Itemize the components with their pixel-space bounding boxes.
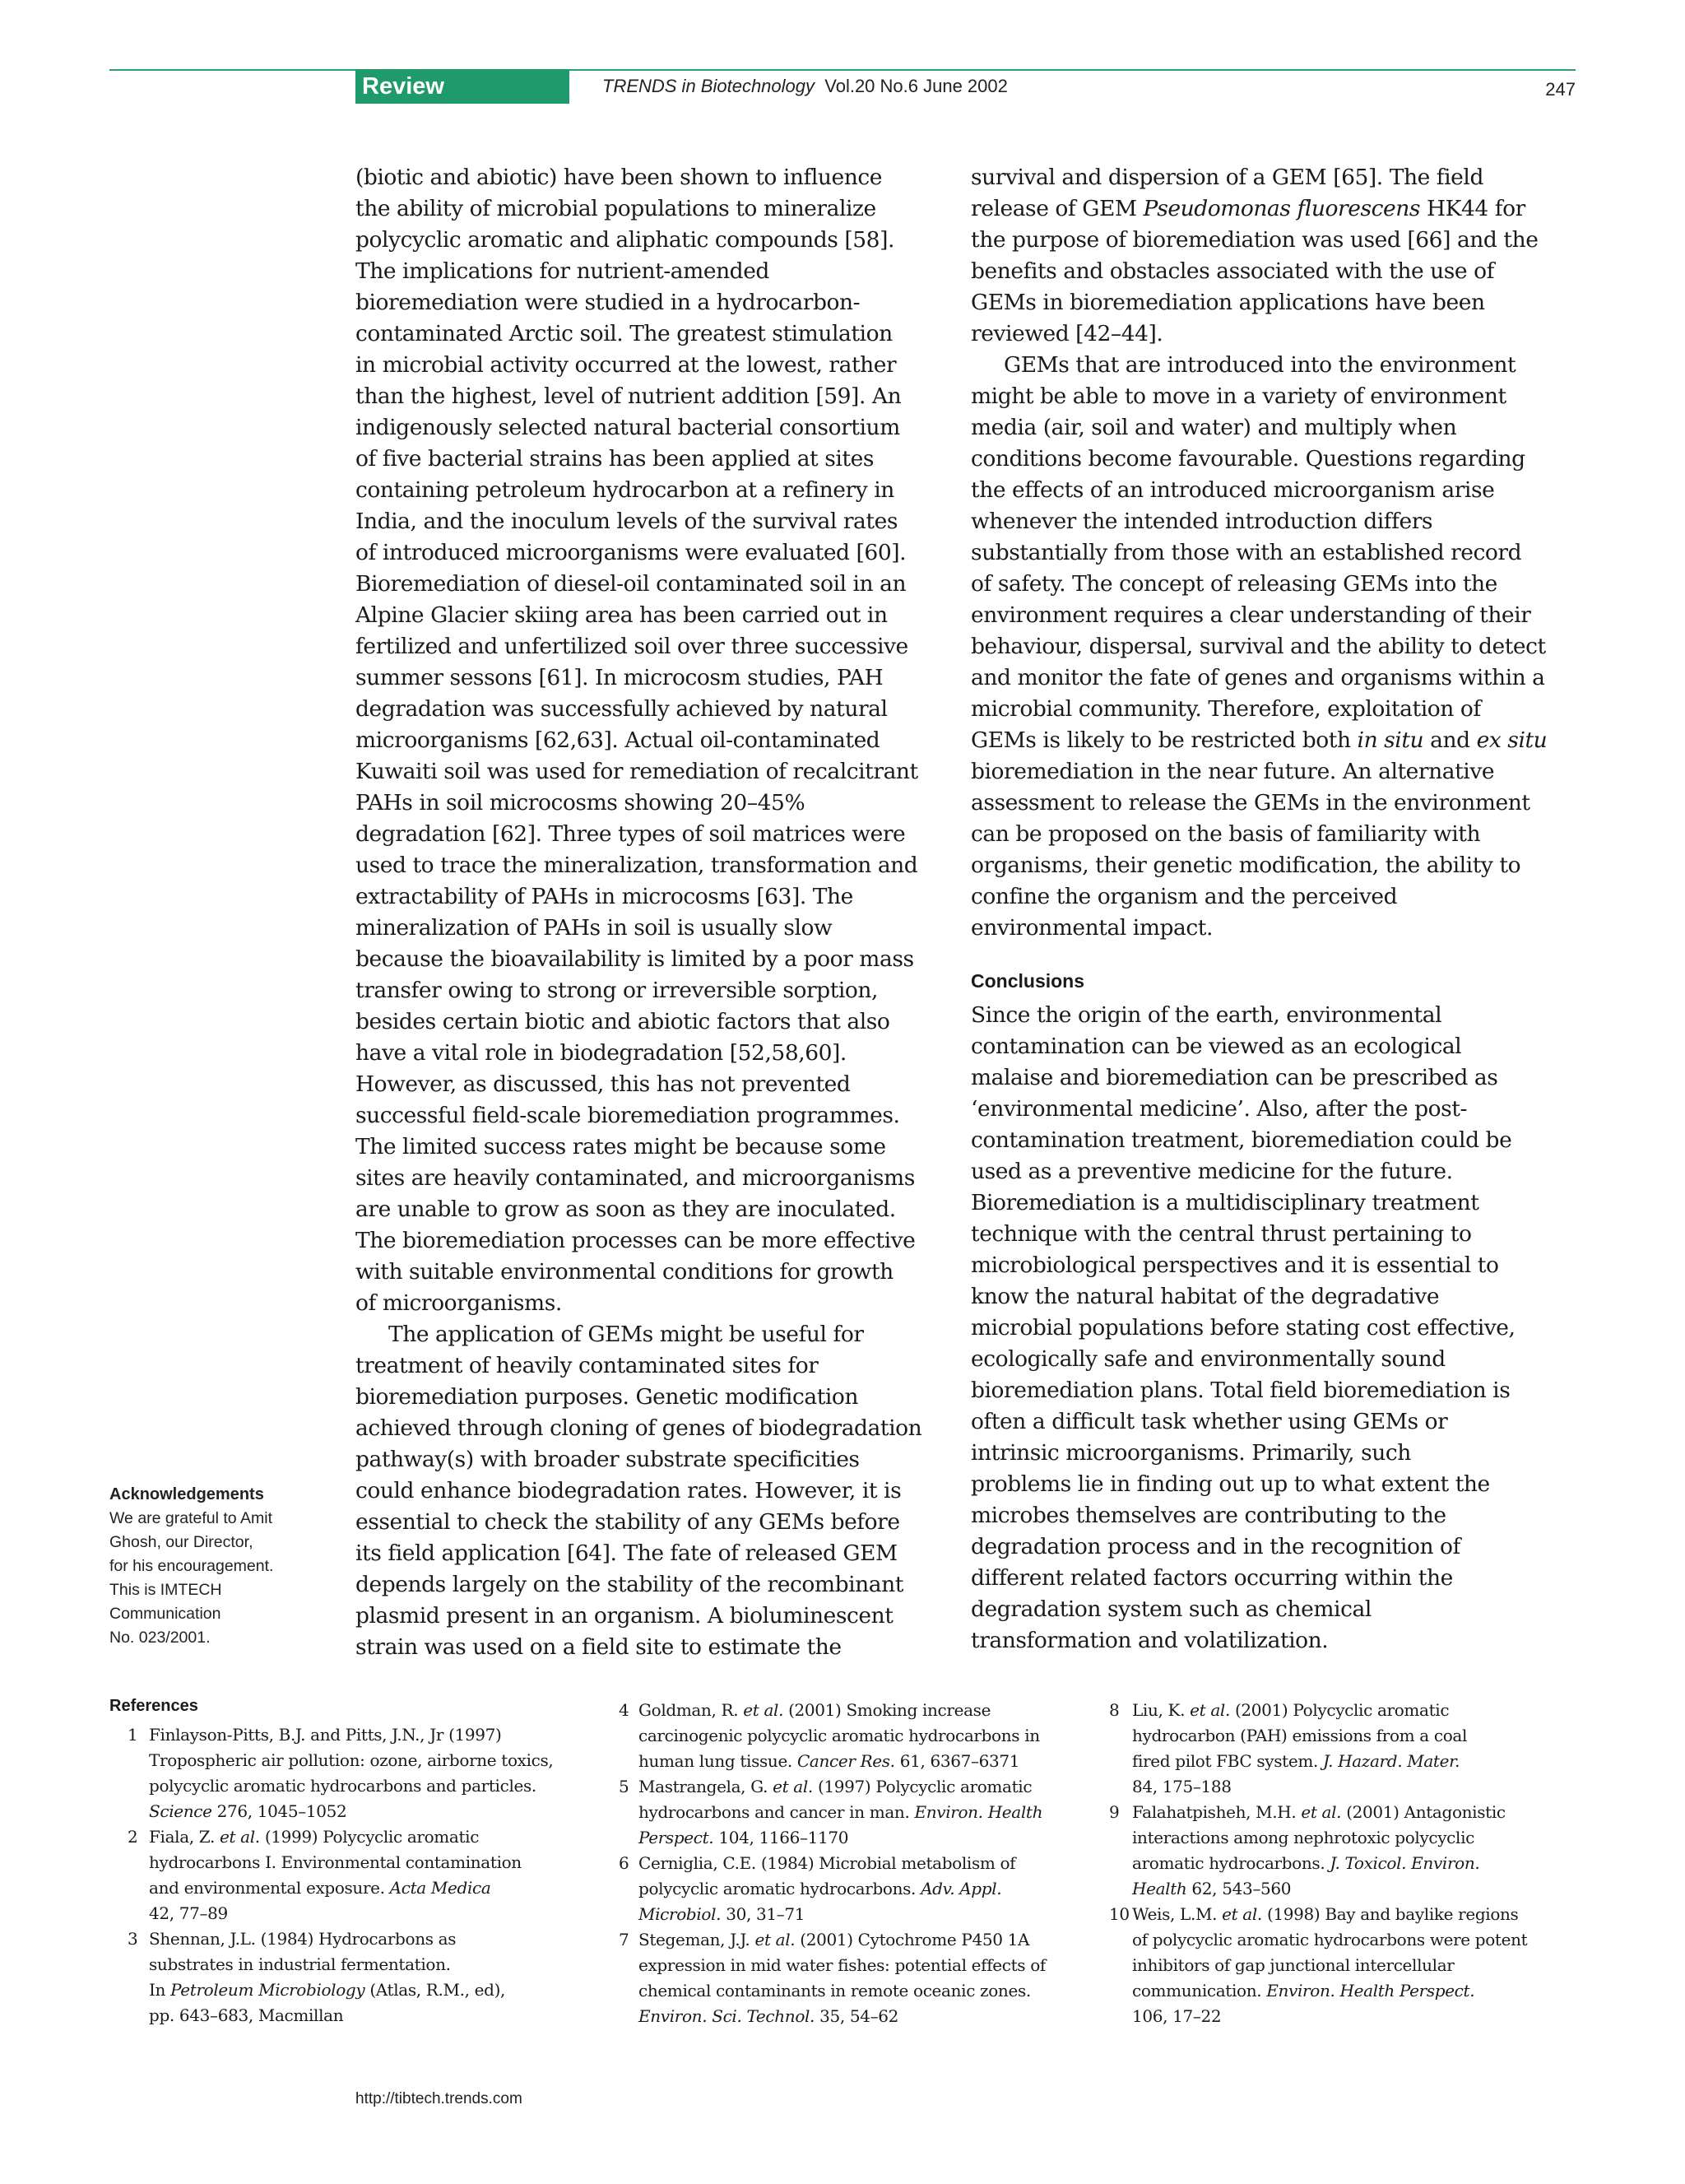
text-line: can be proposed on the basis of familiarity with — [971, 821, 1481, 847]
reference-9 — [1109, 1800, 1586, 1902]
text-line: problems lie in finding out up to what extent the — [971, 1471, 1490, 1497]
text-line: PAHs in soil microcosms showing 20–45% — [355, 790, 805, 816]
header-rule — [109, 69, 1576, 71]
reference-8 — [1109, 1698, 1586, 1800]
references-column-1 — [109, 1722, 587, 2028]
ref-line: 42, 77–89 — [149, 1903, 228, 1923]
text-line: plasmid present in an organism. A bioluminescent — [355, 1603, 894, 1629]
text-line: are unable to grow as soon as they are inoculated. — [355, 1197, 896, 1222]
text-line: different related factors occurring within the — [971, 1565, 1453, 1591]
ref-line — [638, 1902, 1096, 1927]
ref-line — [638, 1825, 1096, 1851]
ref-line — [1132, 1800, 1586, 1825]
volume-issue-date: Vol.20 No.6 June 2002 — [824, 76, 1008, 96]
text-line: organisms, their genetic modification, the ability to — [971, 853, 1521, 878]
text-line: degradation [62]. Three types of soil matrices were — [355, 821, 906, 847]
text-line: degradation process and in the recognition of — [971, 1534, 1460, 1559]
text-line: bioremediation purposes. Genetic modification — [355, 1384, 859, 1410]
text-line: extractability of PAHs in microcosms [63]. The — [355, 884, 853, 909]
ref-title: and environmental exposure. — [149, 1878, 390, 1898]
text-line: because the bioavailability is limited by a poor mass — [355, 946, 914, 972]
reference-3 — [109, 1926, 587, 2028]
page-number: 247 — [1545, 79, 1576, 100]
text-line: The bioremediation processes can be more effective — [355, 1228, 916, 1253]
text-line: transformation and volatilization. — [971, 1628, 1329, 1653]
reference-5 — [619, 1774, 1096, 1851]
ref-journal: Cancer Res. — [796, 1751, 895, 1771]
ref-title: (2001) Antagonistic — [1341, 1802, 1506, 1822]
footer-url[interactable]: http://tibtech.trends.com — [355, 2090, 522, 2107]
text-line: the effects of an introduced microorganism arise — [971, 477, 1495, 503]
ref-etal: et al. — [743, 1700, 784, 1720]
text-line: of microorganisms. — [355, 1290, 562, 1316]
text-line: malaise and bioremediation can be prescribed as — [971, 1065, 1498, 1090]
ref-line: hydrocarbon (PAH) emissions from a coal — [1132, 1726, 1468, 1745]
ref-journal: Environ. Health Perspect. — [1266, 1981, 1475, 2000]
text-line: Bioremediation of diesel-oil contaminated soil in an — [355, 571, 907, 597]
text-line: contaminated Arctic soil. The greatest stimulation — [355, 321, 893, 346]
reference-10 — [1109, 1902, 1586, 2029]
left-para-2 — [355, 1319, 940, 1663]
right-para-2 — [971, 350, 1580, 944]
text-line: bioremediation in the near future. An alternative — [971, 759, 1495, 784]
ref-title: (1998) Bay and baylike regions — [1261, 1904, 1519, 1924]
ref-line — [1132, 1698, 1586, 1723]
text-line: microorganisms [62,63]. Actual oil-contaminated — [355, 727, 880, 753]
right-column — [971, 162, 1580, 1657]
text-line: environmental impact. — [971, 915, 1213, 941]
ref-author: Fiala, Z. — [149, 1827, 220, 1847]
text-line: might be able to move in a variety of environment — [971, 383, 1506, 409]
text-span: and — [1423, 727, 1477, 753]
ref-etal: et al. — [1190, 1700, 1230, 1720]
ref-line — [638, 1800, 1096, 1825]
text-line: than the highest, level of nutrient addition [59]. An — [355, 383, 902, 409]
text-line: depends largely on the stability of the recombinant — [355, 1572, 903, 1597]
text-line: its field application [64]. The fate of released GEM — [355, 1540, 898, 1566]
ref-number: 6 — [619, 1853, 629, 1873]
ack-line: This is IMTECH — [109, 1581, 222, 1599]
text-line: the ability of microbial populations to mineralize — [355, 196, 876, 221]
left-column — [355, 162, 940, 1663]
text-line: ‘environmental medicine’. Also, after the post- — [971, 1096, 1467, 1122]
text-line: microbial community. Therefore, exploitation of — [971, 696, 1481, 722]
text-line: (biotic and abiotic) have been shown to influence — [355, 165, 882, 190]
ref-journal: Environ. Sci. Technol. — [638, 2006, 815, 2026]
text-line: summer sessons [61]. In microcosm studies, PAH — [355, 665, 884, 690]
ref-journal: Acta Medica — [389, 1878, 491, 1898]
ref-line — [1132, 1902, 1586, 1927]
ref-line: carcinogenic polycyclic aromatic hydrocarbons in — [638, 1726, 1040, 1745]
conclusions-para — [971, 1000, 1580, 1657]
text-span: HK44 for — [1420, 196, 1525, 221]
journal-info — [602, 76, 1008, 97]
text-line: polycyclic aromatic and aliphatic compounds [58]. — [355, 227, 894, 253]
reference-4 — [619, 1698, 1096, 1774]
ref-number: 3 — [128, 1929, 138, 1949]
ref-line: Tropospheric air pollution: ozone, airborne toxics, — [149, 1750, 554, 1770]
ref-line: hydrocarbons I. Environmental contamination — [149, 1852, 522, 1872]
text-line: microbial populations before stating cost effective, — [971, 1315, 1516, 1341]
ref-line: Cerniglia, C.E. (1984) Microbial metabolism of — [638, 1853, 1016, 1873]
ref-cite: 35, 54–62 — [815, 2006, 898, 2026]
ref-journal: Perspect. — [638, 1828, 714, 1847]
text-line: media (air, soil and water) and multiply when — [971, 415, 1457, 440]
ref-etal: et al. — [754, 1930, 796, 1949]
ref-number: 9 — [1109, 1802, 1120, 1822]
text-line: strain was used on a field site to estimate the — [355, 1634, 842, 1660]
text-line: degradation was successfully achieved by natural — [355, 696, 888, 722]
ref-author: Falahatpisheh, M.H. — [1132, 1802, 1302, 1822]
ref-book: Petroleum Microbiology — [170, 1980, 365, 2000]
ref-title: communication. — [1132, 1981, 1267, 2000]
ref-title: hydrocarbons and cancer in man. — [638, 1802, 915, 1822]
text-line: microbiological perspectives and it is essential to — [971, 1252, 1499, 1278]
ack-line: Ghosh, our Director, — [109, 1533, 253, 1551]
ref-line — [1132, 1978, 1586, 2004]
ref-line: Finlayson-Pitts, B.J. and Pitts, J.N., Jr (1997) — [149, 1725, 502, 1745]
ref-cite: 104, 1166–1170 — [713, 1828, 849, 1847]
text-line: Bioremediation is a multidisciplinary treatment — [971, 1190, 1479, 1215]
ref-title: (1999) Polycyclic aromatic — [259, 1827, 480, 1847]
ref-etal: et al. — [1301, 1802, 1342, 1822]
text-line: Since the origin of the earth, environmental — [971, 1002, 1442, 1028]
ref-title: aromatic hydrocarbons. — [1132, 1853, 1330, 1873]
ref-line: interactions among nephrotoxic polycyclic — [1132, 1828, 1474, 1847]
ref-cite: 30, 31–71 — [721, 1904, 805, 1924]
text-line: used as a preventive medicine for the future. — [971, 1159, 1453, 1184]
text-line: treatment of heavily contaminated sites for — [355, 1353, 819, 1378]
ref-line — [1132, 1851, 1586, 1876]
text-line: behaviour, dispersal, survival and the ability to detect — [971, 634, 1546, 659]
text-line: The limited success rates might be because some — [355, 1134, 886, 1159]
text-line: mineralization of PAHs in soil is usually slow — [355, 915, 833, 941]
text-line: bioremediation were studied in a hydrocarbon- — [355, 290, 861, 315]
text-line: pathway(s) with broader substrate specificities — [355, 1447, 860, 1472]
ack-line: Communication — [109, 1605, 221, 1623]
ref-line — [149, 1875, 587, 1901]
text-line: of safety. The concept of releasing GEMs into the — [971, 571, 1497, 597]
text-line: degradation system such as chemical — [971, 1596, 1372, 1622]
text-line: However, as discussed, this has not prevented — [355, 1071, 851, 1097]
acknowledgements-heading: Acknowledgements — [109, 1485, 264, 1503]
ref-title: (2001) Polycyclic aromatic — [1229, 1700, 1450, 1720]
text-line: the purpose of bioremediation was used [66] and the — [971, 227, 1539, 253]
text-line: contamination treatment, bioremediation could be — [971, 1127, 1512, 1153]
text-line: reviewed [42–44]. — [971, 321, 1163, 346]
text-line: with suitable environmental conditions for growth — [355, 1259, 894, 1285]
section-label: Review — [355, 69, 569, 104]
ref-title: (2001) Smoking increase — [783, 1700, 991, 1720]
text-line: whenever the intended introduction differs — [971, 509, 1433, 534]
ref-etal: et al. — [220, 1827, 260, 1847]
ref-line — [1132, 1876, 1586, 1902]
ref-text: In — [149, 1980, 171, 2000]
text-line: containing petroleum hydrocarbon at a refinery in — [355, 477, 894, 503]
ref-line — [149, 1799, 587, 1824]
text-line: bioremediation plans. Total field bioremediation is — [971, 1378, 1511, 1403]
text-line: successful field-scale bioremediation programmes. — [355, 1103, 900, 1128]
left-para-1 — [355, 162, 940, 1319]
text-line: microbes themselves are contributing to the — [971, 1503, 1446, 1528]
ref-journal: J. Toxicol. Environ. — [1330, 1853, 1480, 1873]
ref-line: polycyclic aromatic hydrocarbons and particles. — [149, 1776, 536, 1796]
ref-line: 106, 17–22 — [1132, 2006, 1222, 2026]
ref-journal: Adv. Appl. — [921, 1879, 1002, 1898]
references-heading: References — [109, 1697, 198, 1715]
ref-line — [638, 1749, 1096, 1774]
text-line: and monitor the fate of genes and organisms within a — [971, 665, 1545, 690]
ack-line: for his encouragement. — [109, 1557, 274, 1575]
reference-7 — [619, 1927, 1096, 2029]
text-line: benefits and obstacles associated with the use of — [971, 258, 1494, 284]
ref-line: expression in mid water fishes: potential effects of — [638, 1955, 1046, 1975]
text-line: fertilized and unfertilized soil over three successive — [355, 634, 908, 659]
text-line: conditions become favourable. Questions regarding — [971, 446, 1525, 472]
ref-line — [638, 2004, 1096, 2029]
text-line: in microbial activity occurred at the lowest, rather — [355, 352, 897, 378]
ref-number: 1 — [128, 1725, 138, 1745]
reference-6 — [619, 1851, 1096, 1927]
text-line: have a vital role in biodegradation [52,58,60]. — [355, 1040, 847, 1066]
italic-term: ex situ — [1476, 727, 1548, 753]
text-line: GEMs in bioremediation applications have been — [971, 290, 1485, 315]
ref-author: Liu, K. — [1132, 1700, 1191, 1720]
text-line: India, and the inoculum levels of the survival rates — [355, 509, 898, 534]
ref-number: 10 — [1109, 1904, 1130, 1924]
ref-author: Mastrangela, G. — [638, 1777, 773, 1796]
text-line: Kuwaiti soil was used for remediation of recalcitrant — [355, 759, 918, 784]
text-line: technique with the central thrust pertaining to — [971, 1221, 1472, 1247]
conclusions-heading: Conclusions — [971, 970, 1085, 992]
ref-line: of polycyclic aromatic hydrocarbons were potent — [1132, 1930, 1528, 1949]
text-line: confine the organism and the perceived — [971, 884, 1398, 909]
reference-2 — [109, 1824, 587, 1926]
ref-line: pp. 643–683, Macmillan — [149, 2005, 344, 2025]
ref-etal: et al. — [773, 1777, 813, 1796]
text-line: contamination can be viewed as an ecological — [971, 1034, 1462, 1059]
italic-term: in situ — [1357, 727, 1424, 753]
ref-line: 84, 175–188 — [1132, 1777, 1232, 1796]
acknowledgements — [109, 1483, 315, 1650]
text-line: know the natural habitat of the degradative — [971, 1284, 1440, 1309]
ref-title: (1997) Polycyclic aromatic — [812, 1777, 1033, 1796]
species-name: Pseudomonas fluorescens — [1143, 196, 1420, 221]
ref-journal: Science — [149, 1801, 212, 1821]
ref-journal: J. Hazard. Mater. — [1322, 1751, 1460, 1771]
text-span: release of GEM — [971, 196, 1144, 221]
ref-title: human lung tissue. — [638, 1751, 797, 1771]
ref-number: 2 — [128, 1827, 138, 1847]
ref-text: (Atlas, R.M., ed), — [364, 1980, 506, 2000]
text-line: achieved through cloning of genes of biodegradation — [355, 1415, 922, 1441]
ref-cite: 62, 543–560 — [1186, 1879, 1292, 1898]
text-line: environment requires a clear understanding of their — [971, 602, 1531, 628]
text-line: transfer owing to strong or irreversible sorption, — [355, 978, 879, 1003]
text-line: of five bacterial strains has been applied at sites — [355, 446, 874, 472]
text-line: ecologically safe and environmentally sound — [971, 1346, 1446, 1372]
text-line: used to trace the mineralization, transformation and — [355, 853, 918, 878]
ref-title: polycyclic aromatic hydrocarbons. — [638, 1879, 921, 1898]
text-line: besides certain biotic and abiotic factors that also — [355, 1009, 890, 1034]
ref-line — [1132, 1749, 1586, 1774]
ref-number: 5 — [619, 1777, 629, 1796]
ref-journal: Health — [1132, 1879, 1187, 1898]
text-line: indigenously selected natural bacterial consortium — [355, 415, 900, 440]
right-para-1 — [971, 162, 1580, 350]
ref-author: Weis, L.M. — [1132, 1904, 1223, 1924]
ref-etal: et al. — [1222, 1904, 1262, 1924]
ref-number: 4 — [619, 1700, 629, 1720]
ref-cite: 61, 6367–6371 — [894, 1751, 1020, 1771]
ref-number: 7 — [619, 1930, 629, 1949]
text-line: substantially from those with an established record — [971, 540, 1522, 565]
text-line: GEMs that are introduced into the environment — [1004, 352, 1516, 378]
text-line: assessment to release the GEMs in the environment — [971, 790, 1530, 816]
ref-line: substrates in industrial fermentation. — [149, 1954, 451, 1974]
ref-number: 8 — [1109, 1700, 1120, 1720]
ref-title: (2001) Cytochrome P450 1A — [795, 1930, 1030, 1949]
ref-line — [638, 1927, 1096, 1953]
ref-cite: 276, 1045–1052 — [211, 1801, 347, 1821]
text-line: sites are heavily contaminated, and microorganisms — [355, 1165, 915, 1191]
ref-line — [638, 1698, 1096, 1723]
ref-line: Shennan, J.L. (1984) Hydrocarbons as — [149, 1929, 457, 1949]
reference-1 — [109, 1722, 587, 1824]
ref-author: Goldman, R. — [638, 1700, 744, 1720]
references-column-3 — [1109, 1698, 1586, 2029]
ref-title: fired pilot FBC system. — [1132, 1751, 1323, 1771]
ref-journal: Microbiol. — [638, 1904, 722, 1924]
text-line: essential to check the stability of any GEMs before — [355, 1509, 900, 1535]
text-line: survival and dispersion of a GEM [65]. The field — [971, 165, 1483, 190]
text-line: of introduced microorganisms were evaluated [60]. — [355, 540, 907, 565]
ref-line: inhibitors of gap junctional intercellular — [1132, 1955, 1455, 1975]
ref-line — [638, 1774, 1096, 1800]
text-line — [971, 725, 1580, 756]
ref-line — [638, 1876, 1096, 1902]
ref-journal: Environ. Health — [914, 1802, 1043, 1822]
references-column-2 — [619, 1698, 1096, 2029]
text-line: could enhance biodegradation rates. However, it is — [355, 1478, 902, 1503]
ref-author: Stegeman, J.J. — [638, 1930, 755, 1949]
ref-line — [149, 1977, 587, 2003]
ack-line: No. 023/2001. — [109, 1629, 211, 1647]
text-line — [971, 193, 1580, 225]
text-span: GEMs is likely to be restricted both — [971, 727, 1358, 753]
ack-line: We are grateful to Amit — [109, 1509, 272, 1527]
text-line: The application of GEMs might be useful for — [388, 1322, 864, 1347]
ref-line — [149, 1824, 587, 1850]
journal-name: TRENDS in Biotechnology — [602, 76, 815, 96]
text-line: intrinsic microorganisms. Primarily, such — [971, 1440, 1411, 1466]
text-line: often a difficult task whether using GEMs or — [971, 1409, 1448, 1434]
text-line: The implications for nutrient-amended — [355, 258, 769, 284]
ref-line: chemical contaminants in remote oceanic zones. — [638, 1981, 1031, 2000]
text-line: Alpine Glacier skiing area has been carried out in — [355, 602, 888, 628]
